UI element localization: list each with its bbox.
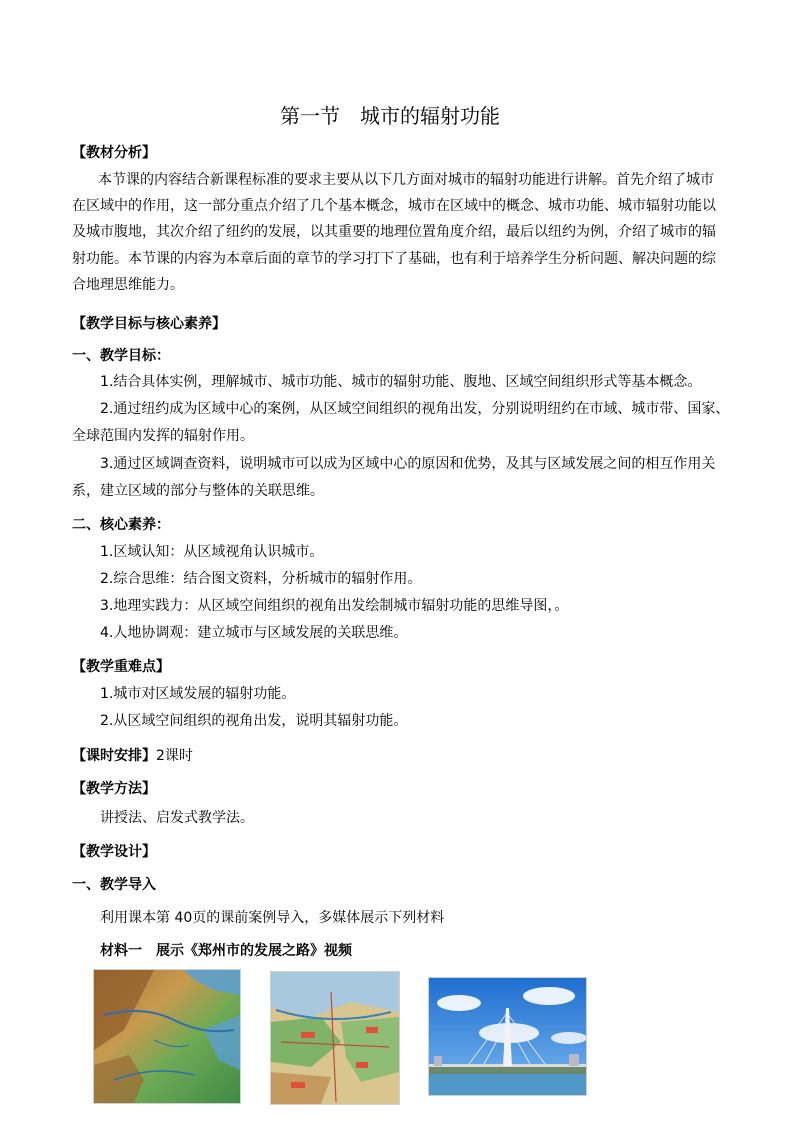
key-point-item: 2.从区域空间组织的视角出发，说明其辐射功能。 — [100, 713, 408, 729]
analysis-line: 本节课的内容结合新课程标准的要求主要从以下几方面对城市的辐射功能进行讲解。首先介绍了城市 — [98, 172, 714, 188]
core-literacy-item: 2.综合思维：结合图文资料，分析城市的辐射作用。 — [100, 571, 422, 587]
key-point-item: 1.城市对区域发展的辐射功能。 — [100, 686, 296, 702]
analysis-line: 在区域中的作用，这一部分重点介绍了几个基本概念，城市在区域中的概念、城市功能、城市辐射功能以 — [72, 198, 716, 214]
goals-subheading: 一、教学目标： — [72, 348, 170, 364]
material-caption: 材料一 展示《郑州市的发展之路》视频 — [100, 943, 352, 959]
design-subheading: 一、教学导入 — [72, 877, 156, 893]
goals-heading: 【教学目标与核心素养】 — [72, 316, 226, 332]
analysis-line: 合地理思维能力。 — [72, 277, 184, 293]
goal-item: 1.结合具体实例，理解城市、城市功能、城市的辐射功能、腹地、区域空间组织形式等基本概念。 — [100, 374, 702, 390]
schedule-label: 【课时安排】 — [72, 748, 156, 764]
core-literacy-item: 4.人地协调观：建立城市与区域发展的关联思维。 — [100, 625, 408, 641]
goal-item: 全球范围内发挥的辐射作用。 — [72, 428, 254, 444]
schedule-value: 2课时 — [156, 748, 193, 764]
core-literacy-subheading: 二、核心素养： — [72, 517, 170, 533]
key-points-heading: 【教学重难点】 — [72, 659, 170, 675]
design-heading: 【教学设计】 — [72, 844, 156, 860]
design-intro: 利用课本第 40页的课前案例导入，多媒体展示下列材料 — [100, 910, 445, 926]
analysis-line: 射功能。本节课的内容为本章后面的章节的学习打下了基础，也有利于培养学生分析问题、解决问题的综 — [72, 251, 716, 267]
schedule-row — [72, 747, 193, 765]
goal-item: 2.通过纽约成为区域中心的案例，从区域空间组织的视角出发，分别说明纽约在市域、城市带、国家、 — [100, 401, 730, 417]
goal-item: 系，建立区域的部分与整体的关联思维。 — [72, 483, 324, 499]
goal-item: 3.通过区域调查资料，说明城市可以成为区域中心的原因和优势，及其与区域发展之间的相互作用关 — [100, 456, 716, 472]
method-heading: 【教学方法】 — [72, 781, 156, 797]
core-literacy-item: 1.区域认知：从区域视角认识城市。 — [100, 544, 324, 560]
analysis-heading: 【教材分析】 — [72, 145, 156, 161]
topographic-map-image — [93, 969, 241, 1104]
analysis-line: 及城市腹地，其次介绍了纽约的发展，以其重要的地理位置角度介绍，最后以纽约为例，介绍了城市的辐 — [72, 224, 716, 240]
page-title: 第一节 城市的辐射功能 — [280, 104, 500, 128]
method-text: 讲授法、启发式教学法。 — [100, 810, 254, 826]
tourist-map-image — [270, 971, 400, 1105]
core-literacy-item: 3.地理实践力：从区域空间组织的视角出发绘制城市辐射功能的思维导图，。 — [100, 598, 569, 614]
bridge-photo-image — [428, 977, 587, 1096]
